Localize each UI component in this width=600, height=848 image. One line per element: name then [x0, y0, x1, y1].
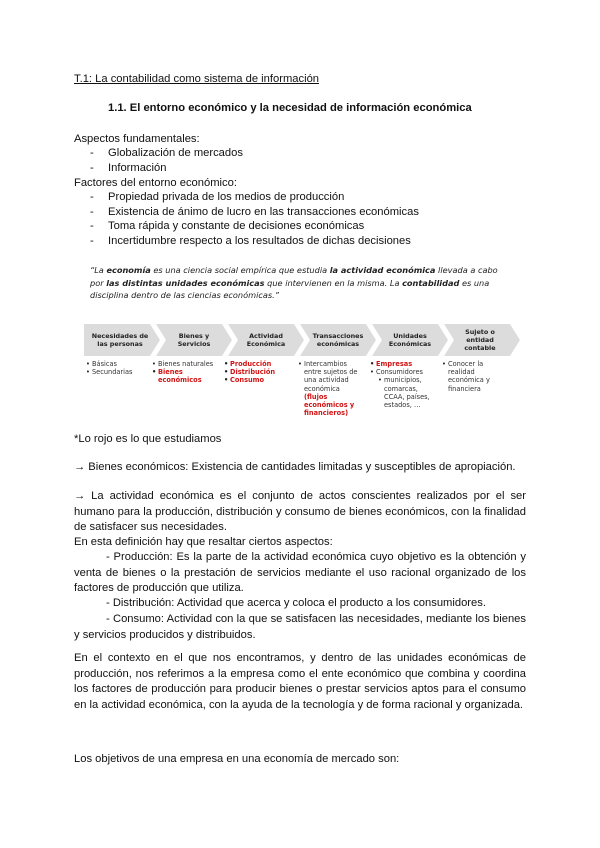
paragraph-bienes: → Bienes económicos: Existencia de cantidades limitadas y susceptibles de apropiación.: [74, 461, 516, 473]
list-item: - Incertidumbre respecto a los resultados de dichas decisiones: [90, 234, 419, 249]
list-item: • Secundarias: [86, 368, 146, 376]
list-item: • Intercambios entre sujetos de una actividad económica: [298, 360, 362, 393]
paragraph-distribucion: - Distribución: Actividad que acerca y coloca el producto a los consumidores.: [106, 597, 486, 609]
paragraph-actividad: → La actividad económica es el conjunto de actos conscientes realizados por el ser humano para la producción, distribución y consumo de bienes económicos, con la finalidad de satisfacer sus necesidades.: [74, 490, 526, 534]
factors-list: [90, 190, 419, 248]
paragraph-consumo: - Consumo: Actividad con la que se satisfacen las necesidades, mediante los bienes y servicios producidos y distribuidos.: [74, 613, 526, 641]
list-item: • Consumidores: [370, 368, 434, 376]
flow-column-unidades: [370, 360, 434, 409]
flow-step-label: Actividad Económica: [246, 332, 286, 348]
list-item: • Producción: [224, 360, 290, 368]
list-item: - Información: [90, 161, 243, 176]
paragraph-objetivos: Los objetivos de una empresa en una economía de mercado son:: [74, 753, 400, 765]
list-item: - Toma rápida y constante de decisiones económicas: [90, 219, 419, 234]
paragraph-produccion: - Producción: Es la parte de la actividad económica cuyo objetivo es la obtención y venta de bienes o la prestación de servicios mediante el uso racional organizado de los factores de producción que utiliza.: [74, 551, 526, 595]
flow-step-label: Bienes y Servicios: [177, 332, 211, 348]
flow-step-label: Sujeto o entidad contable: [464, 328, 496, 352]
list-item: • Consumo: [224, 376, 290, 384]
flow-column-transacciones: [298, 360, 362, 417]
document-title: T.1: La contabilidad como sistema de información: [74, 73, 320, 85]
economy-definition-quote: “La economía es una ciencia social empírica que estudia la actividad económica llevada a cabo por las distintas unidades económicas que intervienen en la misma. La contabilidad es una disciplina dentro de las ciencias económicas.”: [90, 265, 498, 300]
list-item: • municipios, comarcas, CCAA, países, estados, …: [370, 376, 434, 409]
aspects-list: [90, 146, 243, 175]
flow-step-label: Unidades Económicas: [388, 332, 432, 348]
flow-column-bienes: [152, 360, 220, 385]
list-item: • Conocer la realidad económica y financiera: [442, 360, 508, 393]
list-item: - Globalización de mercados: [90, 146, 243, 161]
flow-column-actividad: [224, 360, 290, 385]
list-item: - Propiedad privada de los medios de producción: [90, 190, 419, 205]
flow-step-label: Transacciones económicas: [312, 332, 364, 348]
list-item: • Empresas: [370, 360, 434, 368]
list-item: • Básicas: [86, 360, 146, 368]
flow-column-necesidades: [86, 360, 146, 376]
list-item: • Bienes naturales: [152, 360, 220, 368]
list-item: • Bienes económicos: [152, 368, 220, 384]
flow-step-label: Necesidades de las personas: [91, 332, 149, 348]
list-item: - Existencia de ánimo de lucro en las transacciones económicas: [90, 205, 419, 220]
red-note: *Lo rojo es lo que estudiamos: [74, 433, 222, 445]
aspects-heading: Aspectos fundamentales:: [74, 133, 200, 145]
list-item: • Distribución: [224, 368, 290, 376]
paragraph-definicion: En esta definición hay que resaltar ciertos aspectos:: [74, 536, 333, 548]
paragraph-contexto: En el contexto en el que nos encontramos, y dentro de las unidades económicas de producción, nos referimos a la empresa como el ente económico que combina y coordina los factores de producción para producir bienes o prestar servicios aptos para el consumo en la actividad económica, con la ayuda de la tecnología y de forma racional y organizada.: [74, 652, 526, 711]
flow-column-sujeto: [442, 360, 508, 393]
section-heading: 1.1. El entorno económico y la necesidad de información económica: [108, 102, 472, 114]
list-item: (flujos económicos y financieros): [304, 392, 355, 418]
factors-heading: Factores del entorno económico:: [74, 177, 237, 189]
